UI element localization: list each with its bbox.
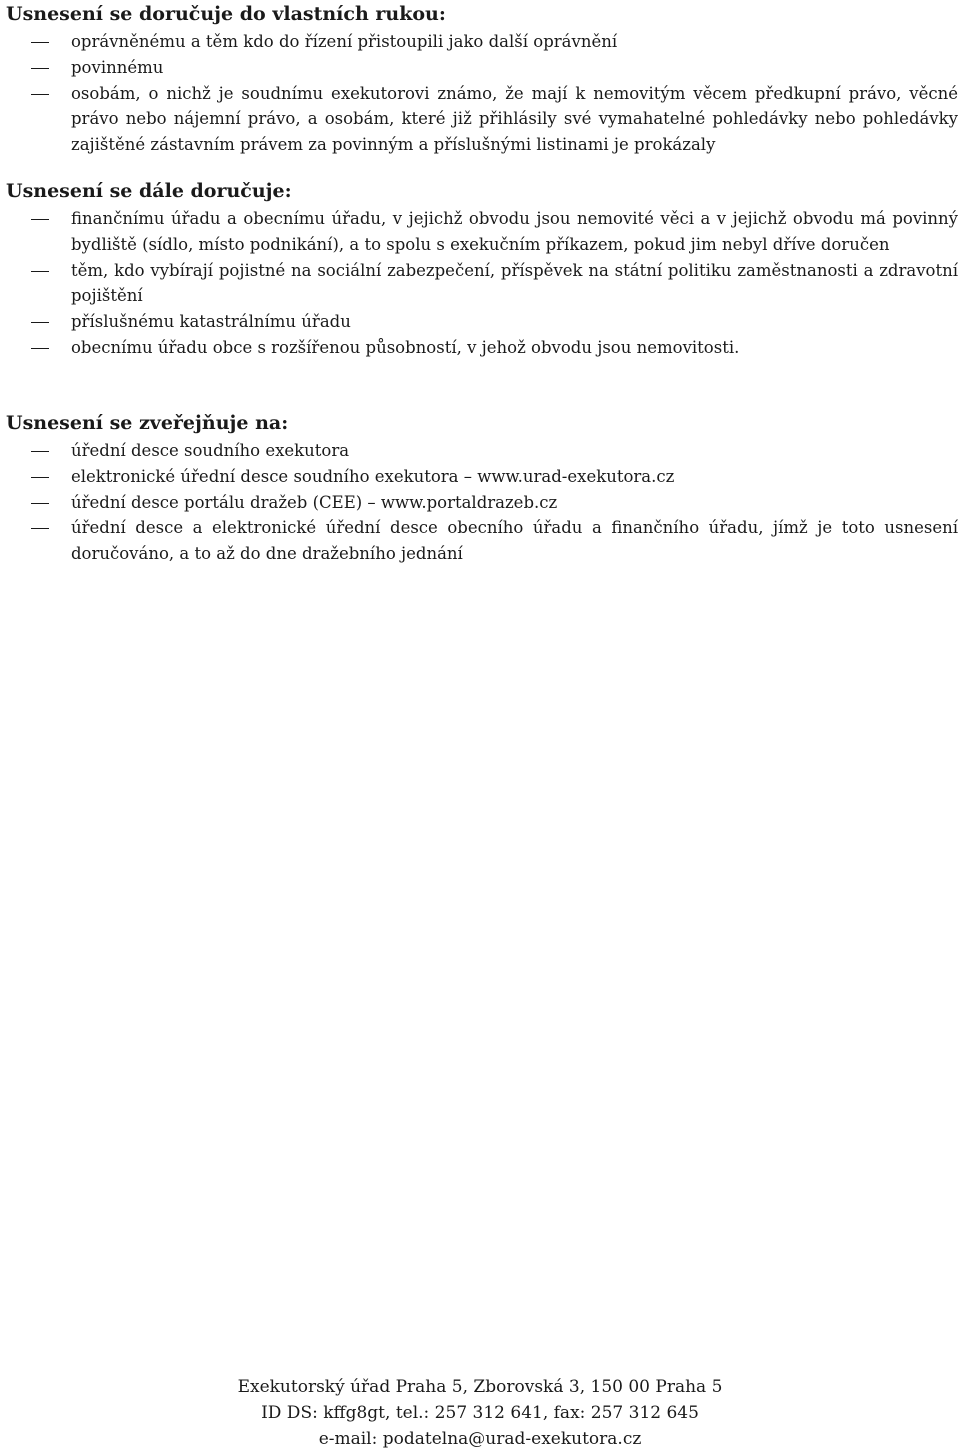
dash-bullet [31, 477, 49, 478]
dash-bullet [31, 219, 49, 220]
list-item-text: obecnímu úřadu obce s rozšířenou působností, v jehož obvodu jsou nemovitosti. [71, 337, 740, 357]
list-item-text: těm, kdo vybírají pojistné na sociální zabezpečení, příspěvek na státní politiku zaměstnanosti a zdravotní pojištění [71, 260, 958, 306]
dash-bullet [31, 503, 49, 504]
section-delivery-personal [6, 1, 958, 158]
list-item-text: finančnímu úřadu a obecnímu úřadu, v jejichž obvodu jsou nemovité věci a v jejichž obvodu má povinný bydliště (sídlo, místo podnikání), a to spolu s exekučním příkazem, pokud jim nebyl dříve doručen [71, 209, 958, 254]
list-item [6, 490, 958, 516]
dash-bullet [31, 68, 49, 69]
list-item [6, 258, 958, 310]
footer-contact: ID DS: kffg8gt, tel.: 257 312 641, fax: 257 312 645 [261, 1403, 699, 1423]
section-delivery-further [6, 178, 958, 361]
list-item [6, 335, 958, 361]
list-item-text: příslušnému katastrálnímu úřadu [71, 312, 351, 332]
office-footer [0, 1374, 960, 1452]
list-item-text: elektronické úřední desce soudního exekutora – www.urad-exekutora.cz [71, 466, 675, 486]
list-item [6, 29, 958, 55]
section-heading: Usnesení se zveřejňuje na: [6, 412, 289, 434]
list-item [6, 81, 958, 158]
list-item-text: oprávněnému a těm kdo do řízení přistoupili jako další oprávnění [71, 32, 618, 51]
dash-bullet [31, 451, 49, 452]
list-item [6, 206, 958, 258]
recipient-list [6, 29, 958, 158]
dash-bullet [31, 42, 49, 43]
recipient-list [6, 206, 958, 361]
list-item [6, 309, 958, 335]
dash-bullet [31, 94, 49, 95]
publication-list [6, 438, 958, 567]
list-item-text: povinnému [71, 57, 164, 77]
list-item-text: úřední desce a elektronické úřední desce obecního úřadu a finančního úřadu, jímž je toto usnesení doručováno, a to až do dne dražebního jednání [71, 518, 958, 564]
list-item-text: úřední desce soudního exekutora [71, 441, 350, 460]
list-item-text: úřední desce portálu dražeb (CEE) – www.portaldrazeb.cz [71, 492, 558, 512]
footer-email: e-mail: podatelna@urad-exekutora.cz [318, 1429, 642, 1449]
list-item [6, 515, 958, 567]
list-item-text: osobám, o nichž je soudnímu exekutorovi známo, že mají k nemovitým věcem předkupní právo, věcné právo nebo nájemní právo, a osobám, které již přihlásily své vymahatelné pohledávky nebo pohledávky zajištěné zástavním právem za povinným a příslušnými listinami je prokázaly [71, 83, 958, 155]
dash-bullet [31, 322, 49, 323]
list-item [6, 55, 958, 81]
list-item [6, 464, 958, 490]
dash-bullet [31, 348, 49, 349]
section-publication [6, 410, 958, 567]
dash-bullet [31, 528, 49, 529]
list-item [6, 438, 958, 464]
section-heading: Usnesení se doručuje do vlastních rukou: [6, 3, 446, 25]
footer-address: Exekutorský úřad Praha 5, Zborovská 3, 150 00 Praha 5 [237, 1377, 723, 1397]
section-heading: Usnesení se dále doručuje: [6, 180, 292, 202]
dash-bullet [31, 271, 49, 272]
